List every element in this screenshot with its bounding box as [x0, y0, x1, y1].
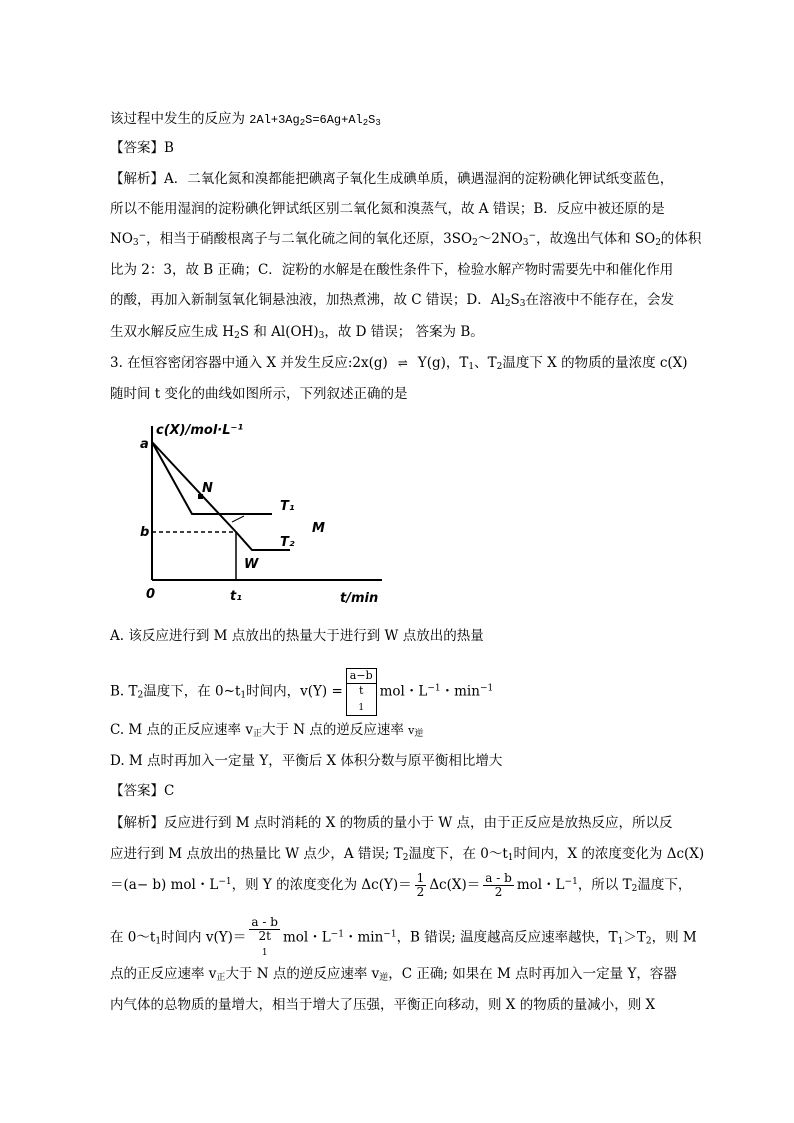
explain-2-e: [110, 962, 677, 983]
series-T2-label: T₂: [280, 535, 295, 550]
text: Δc(X)＝: [429, 877, 481, 893]
text: 温度下，在 0～t: [408, 846, 508, 862]
explain-2-d: 在 $0\sim t_1$时间内 v(Y)＝ a - b 2t $_1$ mol・$L^{-1}$・$\min^{-1}$，B 错误; 温度越高反应速率越快，$T_1>T_2$，则 M: [110, 915, 697, 958]
text: C. M 点的正反应速率 v: [110, 722, 253, 738]
text: 3. 在恒容密闭容器中通入 X 并发生反应:2x(g): [110, 355, 388, 371]
text: NO: [110, 231, 133, 247]
text: mol・L: [379, 683, 428, 700]
text: 该过程中发生的反应为: [110, 111, 250, 127]
text: mol・L: [516, 877, 565, 893]
text: ，相当于硝酸根离子与二氧化硫之间的氧化还原，3SO: [146, 231, 473, 247]
fraction-box: [346, 668, 377, 716]
origin-label: 0: [146, 587, 156, 602]
fraction-ab-2t: [249, 916, 280, 960]
option-c: [110, 718, 423, 739]
explain-2-c: ＝(a− b) mol・$L^{-1}$，则 Y 的浓度变化为 Δc(Y)＝ $\frac{1}{2}$ Δc(X)＝ $\frac{a - b}{2}$ mol・$L^{-1}$，所以 $T_2$温度下，: [110, 871, 692, 899]
numerator: a - b: [485, 871, 512, 885]
text: 时间内，X 的浓度变化为 Δc(X): [513, 846, 705, 862]
text: 在溶液中不能存在，会发: [525, 292, 675, 308]
explain-2-f: 内气体的总物质的量增大，相当于增大了压强，平衡正向移动，则 X 的物质的量减小，则 X: [110, 997, 656, 1013]
text: mol・L: [282, 929, 331, 946]
text: 温度下，: [637, 877, 692, 893]
text: 点的正反应速率 v: [110, 966, 217, 982]
text: v: [408, 724, 415, 737]
text: ，故逸出气体和 SO: [536, 231, 656, 247]
text: 大于 N 点的逆反应速率 v: [225, 966, 380, 982]
x-tick-t1: t₁: [230, 589, 242, 604]
text: S: [368, 113, 376, 127]
concentration-time-graph: [120, 418, 390, 608]
text: ，则 Y 的浓度变化为 Δc(Y)＝: [231, 877, 412, 893]
answer-2: 【答案】C: [110, 783, 175, 799]
text: ＞T: [623, 929, 646, 946]
question-3-b: 随时间 t 变化的曲线如图所示，下列叙述正确的是: [110, 386, 408, 402]
text: 温度下 X 的物质的量浓度 c(X): [502, 355, 688, 371]
numerator: a - b: [251, 915, 278, 929]
fraction-half: [415, 872, 427, 899]
equation: $2Al+3Ag_2S=6Ag+Al_2S_3$: [249, 113, 381, 128]
x-axis-label: t/min: [340, 591, 379, 606]
y-tick-b: b: [140, 525, 150, 540]
text: S=6Ag+Al: [305, 113, 363, 127]
equilibrium-arrow-icon: ⇌: [397, 356, 408, 370]
text: ，故 D 错误； 答案为 B。: [324, 324, 484, 340]
explain-1-f: 生双水解反应生成 $H_2S$ 和 $Al(OH)_3$，故 D 错误； 答案为 B。: [110, 324, 484, 341]
text: Y(g)，T: [417, 355, 469, 371]
text: ・min: [343, 929, 384, 946]
text: 正: [252, 729, 262, 739]
text: B. T: [110, 683, 138, 700]
text: 大于 N 点的逆反应速率: [261, 722, 409, 738]
series-T1-line: [152, 442, 272, 514]
text: 应进行到 M 点放出的热量比 W 点少，A 错误; T: [110, 846, 403, 862]
explain-1-a: 【解析】A．二氧化氮和溴都能把碘离子氧化生成碘单质，碘遇湿润的淀粉碘化钾试纸变蓝色，: [110, 171, 674, 187]
text: 2Al+3Ag: [249, 113, 300, 127]
tangent-tick: [232, 516, 244, 522]
explain-1-e: 的酸，再加入新制氢氧化铜悬浊液，加热煮沸，故 C 错误；D．$Al_2S_3$在溶液中不能存在，会发: [110, 292, 675, 309]
text: 、T: [474, 355, 497, 371]
text: ，C 正确; 如果在 M 点时再加入一定量 Y，容器: [388, 966, 677, 982]
text: 逆: [379, 973, 389, 983]
point-M-label: M: [312, 521, 325, 536]
text: 温度下，在 0~t: [143, 683, 241, 700]
text: 生双水解反应生成 H: [110, 324, 235, 340]
point-N-label: N: [202, 481, 213, 496]
point-W-label: W: [244, 557, 259, 572]
explain-1-b: 所以不能用湿润的淀粉碘化钾试纸区别二氧化氮和溴蒸气，故 A 错误；B．反应中被还原的是: [110, 201, 665, 217]
text: 2t: [258, 929, 271, 943]
numerator: a−b: [347, 669, 376, 684]
denominator: 2t $_1$: [249, 930, 280, 960]
text: ・min: [440, 683, 480, 700]
explain-1-d: 比为 2：3，故 B 正确；C．淀粉的水解是在酸性条件下，检验水解产物时需要先中和催化作用: [110, 262, 674, 278]
text: t: [359, 684, 364, 697]
denominator: t $_1$: [347, 684, 376, 715]
text: ，则 M: [651, 929, 697, 946]
question-3-a: 3. 在恒容密闭容器中通入 X 并发生反应:2x(g) ⇌ Y(g)，$T_1$、$T_2$温度下 X 的物质的量浓度 c(X): [110, 355, 688, 372]
denominator: 2: [416, 885, 425, 899]
text: 时间内 v(Y)＝: [161, 929, 247, 946]
text: ，B 错误; 温度越高反应速率越快，T: [396, 929, 618, 946]
option-b: B. $T_2$温度下，在 $0\sim t_1$时间内，v(Y) = a−b t $_1$ mol・$L^{-1}$・$\min^{-1}$: [110, 668, 493, 716]
explain-1-c: $NO_3^-$，相当于硝酸根离子与二氧化硫之间的氧化还原，$3SO_2\sim 2NO_3^-$，故逸出气体和 $SO_2$的体积: [110, 231, 702, 248]
text: 的体积: [660, 231, 702, 247]
text: ＝(a− b) mol・L: [110, 877, 219, 893]
text: ，所以 T: [577, 877, 632, 893]
option-d: D. M 点时再加入一定量 Y，平衡后 X 体积分数与原平衡相比增大: [110, 753, 503, 769]
y-tick-a: a: [140, 437, 149, 452]
option-a: A. 该反应进行到 M 点放出的热量大于进行到 W 点放出的热量: [110, 628, 484, 644]
text: ～2NO: [477, 231, 523, 247]
explain-2-b: 应进行到 M 点放出的热量比 W 点少，A 错误; $T_2$温度下，在 $0\sim t_1$时间内，X 的浓度变化为 Δc(X): [110, 846, 705, 863]
series-T1-label: T₁: [280, 499, 295, 514]
denominator: 2: [494, 885, 503, 899]
y-axis-label: c(X)/mol·L⁻¹: [156, 423, 244, 438]
text: S 和 Al(OH): [239, 324, 319, 340]
fraction-ab: [483, 872, 514, 899]
text: 的酸，再加入新制氢氧化铜悬浊液，加热煮沸，故 C 错误；D．Al: [110, 292, 505, 308]
answer-1: 【答案】B: [110, 140, 174, 156]
text: S: [510, 292, 520, 308]
numerator: 1: [416, 871, 425, 885]
explain-2-a: 【解析】反应进行到 M 点时消耗的 X 的物质的量小于 W 点，由于正反应是放热反应，所以反: [110, 815, 673, 831]
series-T2-line: [152, 442, 290, 550]
text: 逆: [414, 729, 424, 739]
text: 时间内，v(Y) =: [246, 683, 343, 700]
line-reaction: [110, 107, 381, 128]
text: 在 0～t: [110, 929, 156, 946]
text: 正: [216, 973, 226, 983]
